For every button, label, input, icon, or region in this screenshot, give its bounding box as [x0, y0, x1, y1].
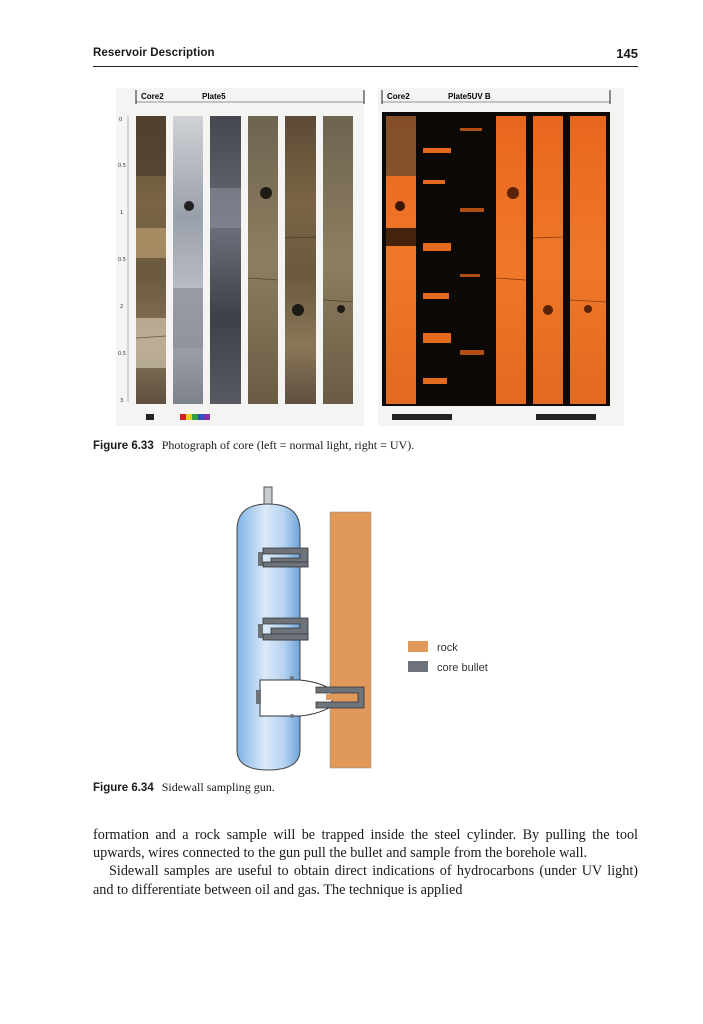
left-plate-title: Plate5 — [202, 92, 226, 101]
legend-swatch-rock — [408, 641, 428, 652]
uv-light-cores — [382, 112, 610, 420]
scale-label: 2 — [120, 304, 124, 310]
sidewall-gun-diagram — [220, 482, 510, 774]
figure-6-33-caption — [93, 438, 638, 453]
figure-6-34-label: Figure 6.34 — [93, 782, 154, 794]
diagram-legend — [408, 641, 488, 674]
figure-6-33-caption-text: Photograph of core (left = normal light, right = UV). — [161, 438, 415, 452]
scale-label: 0 — [119, 117, 123, 123]
figure-6-33-label: Figure 6.33 — [93, 440, 154, 452]
page-number: 145 — [616, 46, 638, 61]
body-paragraph: Sidewall samples are useful to obtain direct indications of hydrocarbons (under UV light) and to differentiate between oil and gas. The technique is applied — [93, 863, 638, 898]
figure-6-34-caption-text: Sidewall sampling gun. — [161, 780, 275, 794]
core-photograph-figure — [116, 88, 624, 426]
legend-label-core-bullet: core bullet — [437, 662, 488, 674]
scale-label: 3 — [120, 398, 124, 404]
scale-label: 0.5 — [118, 163, 126, 169]
scale-label: 1 — [120, 210, 124, 216]
formation-rock — [330, 512, 371, 768]
scale-label: 0.5 — [118, 257, 126, 263]
right-plate-core-label: Core2 — [387, 92, 410, 101]
running-header — [93, 46, 638, 67]
body-paragraph: formation and a rock sample will be trapped inside the steel cylinder. By pulling the tool upwards, wires connected to the gun pull the bullet and sample from the borehole wall. — [93, 827, 638, 862]
legend-label-rock: rock — [437, 642, 458, 654]
scale-label: 0.5 — [118, 351, 126, 357]
right-plate-title: Plate5UV B — [448, 92, 491, 101]
left-plate-core-label: Core2 — [141, 92, 164, 101]
legend-swatch-core-bullet — [408, 661, 428, 672]
figure-6-34-caption — [93, 780, 638, 795]
body-text — [93, 826, 638, 899]
running-title: Reservoir Description — [93, 47, 215, 59]
